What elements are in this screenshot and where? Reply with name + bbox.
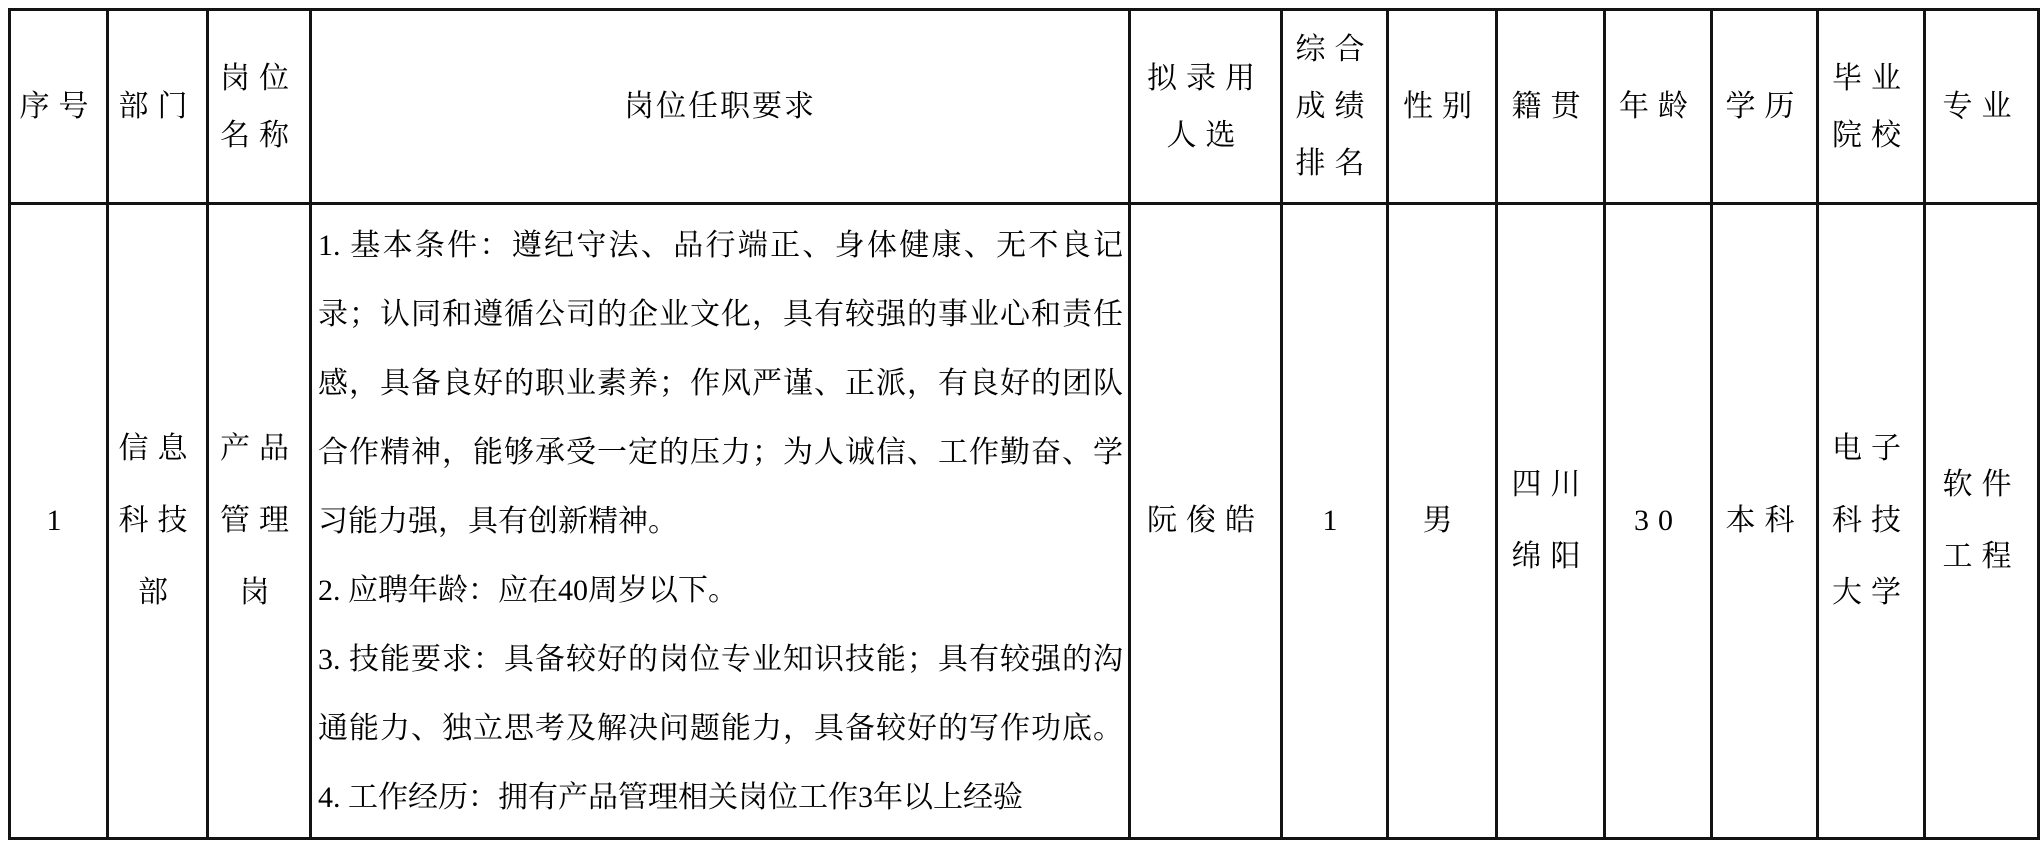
requirement-line: 4. 工作经历：拥有产品管理相关岗位工作3年以上经验	[318, 780, 1023, 814]
requirement-line: 2. 应聘年龄：应在40周岁以下。	[318, 573, 738, 607]
cell-education: 本科	[1712, 204, 1818, 839]
cell-overall-score-rank: 1	[1282, 204, 1388, 839]
header-position-name: 岗位 名称	[208, 10, 311, 204]
cell-native-place: 四川 绵阳	[1497, 204, 1605, 839]
header-overall-score-rank: 综合 成绩 排名	[1282, 10, 1388, 204]
cell-graduate-school: 电子 科技 大学	[1818, 204, 1925, 839]
requirement-line: 合作精神，能够承受一定的压力；为人诚信、工作勤奋、学	[318, 435, 1123, 469]
header-native-place: 籍贯	[1497, 10, 1605, 204]
table-header-row	[10, 10, 2039, 204]
cell-serial-number: 1	[10, 204, 108, 839]
cell-department: 信息 科技 部	[108, 204, 208, 839]
header-gender: 性别	[1388, 10, 1497, 204]
cell-age: 30	[1605, 204, 1712, 839]
header-department: 部门	[108, 10, 208, 204]
header-age: 年龄	[1605, 10, 1712, 204]
cell-job-requirements	[311, 204, 1130, 839]
requirement-line: 通能力、独立思考及解决问题能力，具备较好的写作功底。	[318, 711, 1123, 745]
cell-position-name: 产品 管理 岗	[208, 204, 311, 839]
header-job-requirements: 岗位任职要求	[311, 10, 1130, 204]
header-serial-number: 序号	[10, 10, 108, 204]
requirement-line: 感，具备良好的职业素养；作风严谨、正派，有良好的团队	[318, 366, 1123, 400]
recruitment-table	[8, 8, 2040, 840]
requirement-line: 3. 技能要求：具备较好的岗位专业知识技能；具有较强的沟	[318, 642, 1123, 676]
header-graduate-school: 毕业 院校	[1818, 10, 1925, 204]
requirement-line: 1. 基本条件：遵纪守法、品行端正、身体健康、无不良记	[318, 228, 1123, 262]
cell-gender: 男	[1388, 204, 1497, 839]
requirement-line: 习能力强，具有创新精神。	[318, 504, 678, 538]
cell-major: 软件 工程	[1925, 204, 2039, 839]
table-row	[10, 204, 2039, 839]
header-education: 学历	[1712, 10, 1818, 204]
header-major: 专业	[1925, 10, 2039, 204]
cell-proposed-candidate: 阮俊皓	[1130, 204, 1282, 839]
requirement-line: 录；认同和遵循公司的企业文化，具有较强的事业心和责任	[318, 297, 1123, 331]
header-proposed-candidate: 拟录用 人选	[1130, 10, 1282, 204]
